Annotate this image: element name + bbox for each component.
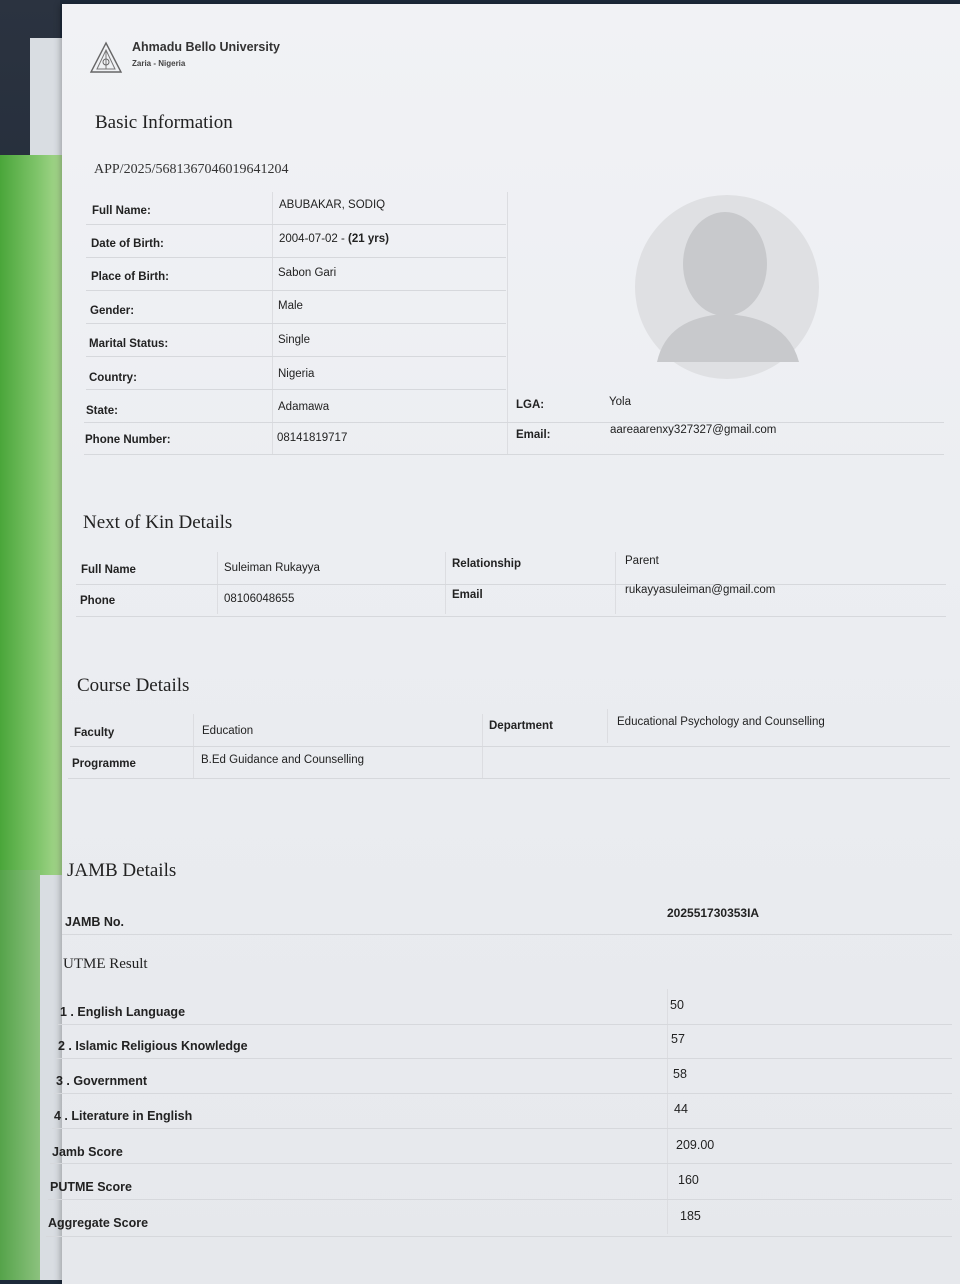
subject-score: 57 (671, 1032, 685, 1046)
phone-email-row (84, 422, 944, 455)
subject-label: 2 . Islamic Religious Knowledge (58, 1039, 248, 1053)
department-label: Department (489, 720, 553, 732)
kin-title: Next of Kin Details (83, 512, 233, 533)
basic-info-title: Basic Information (95, 112, 233, 133)
kin-relationship-label: Relationship (452, 558, 522, 570)
subject-row (58, 990, 952, 1025)
subject-label: 4 . Literature in English (54, 1109, 193, 1123)
putme-score-value: 160 (678, 1173, 699, 1187)
lga-value: Yola (609, 396, 631, 408)
pob-row (86, 258, 506, 291)
faculty-row (70, 714, 950, 747)
subject-row (52, 1094, 952, 1129)
putme-score-row (48, 1164, 952, 1200)
country-row (86, 357, 506, 390)
programme-label: Programme (72, 758, 136, 770)
profile-photo-placeholder-icon (627, 192, 827, 382)
jamb-no-value: 202551730353IA (667, 906, 760, 920)
kin-email-label: Email (452, 589, 483, 601)
full-name-label: Full Name: (92, 205, 151, 217)
subject-score: 50 (670, 998, 684, 1012)
phone-label: Phone Number: (85, 434, 171, 446)
email-value: aareaarenxy327327@gmail.com (610, 424, 777, 436)
application-number: APP/2025/5681367046019641204 (94, 162, 289, 177)
subject-score: 58 (673, 1067, 687, 1081)
kin-relationship-value: Parent (625, 555, 659, 567)
subject-label: 1 . English Language (60, 1005, 186, 1019)
subject-row (56, 1024, 952, 1059)
full-name-value: ABUBAKAR, SODIQ (279, 199, 386, 211)
programme-row (68, 746, 950, 779)
pob-label: Place of Birth: (91, 271, 169, 283)
state-row (84, 390, 944, 423)
country-label: Country: (89, 372, 137, 384)
kin-name-row (76, 552, 946, 585)
university-name: Ahmadu Bello University (132, 40, 280, 54)
kin-contact-row (76, 584, 946, 617)
utme-result-title: UTME Result (63, 956, 148, 972)
background-green-folder-lower (0, 870, 40, 1280)
jamb-score-row (50, 1129, 952, 1164)
full-name-row (86, 192, 506, 225)
subject-score: 44 (674, 1102, 688, 1116)
aggregate-score-row (46, 1200, 952, 1237)
background-green-folder (0, 155, 62, 875)
gender-value: Male (278, 300, 303, 312)
kin-phone-label: Phone (80, 595, 116, 607)
aggregate-score-value: 185 (680, 1209, 701, 1223)
gender-label: Gender: (90, 305, 135, 317)
faculty-value: Education (202, 725, 254, 737)
jamb-no-row (62, 900, 952, 935)
dob-row (86, 225, 506, 258)
course-title: Course Details (77, 675, 190, 696)
country-value: Nigeria (278, 368, 315, 380)
jamb-title: JAMB Details (67, 860, 177, 881)
jamb-score-label: Jamb Score (52, 1145, 123, 1159)
kin-name-label: Full Name (81, 564, 136, 576)
dob-value (279, 233, 389, 245)
pob-value: Sabon Gari (278, 267, 337, 279)
kin-phone-value: 08106048655 (224, 593, 295, 605)
phone-value: 08141819717 (277, 432, 348, 444)
subject-row (54, 1059, 952, 1094)
university-location: Zaria - Nigeria (132, 59, 186, 68)
kin-name-value: Suleiman Rukayya (224, 562, 320, 574)
jamb-score-value: 209.00 (676, 1138, 715, 1152)
marital-value: Single (278, 334, 310, 346)
faculty-label: Faculty (74, 727, 115, 739)
marital-label: Marital Status: (89, 338, 169, 350)
dob-date: 2004-07-02 - (279, 233, 349, 245)
marital-row (86, 324, 506, 357)
state-label: State: (86, 405, 118, 417)
gender-row (86, 291, 506, 324)
university-logo-icon (88, 40, 124, 76)
jamb-no-label: JAMB No. (65, 915, 125, 929)
aggregate-score-label: Aggregate Score (48, 1216, 149, 1230)
lga-label: LGA: (516, 399, 545, 411)
university-header (88, 40, 280, 76)
age-value: (21 yrs) (348, 233, 389, 245)
email-label: Email: (516, 429, 551, 441)
kin-email-value: rukayyasuleiman@gmail.com (625, 584, 776, 596)
state-value: Adamawa (278, 401, 330, 413)
putme-score-label: PUTME Score (50, 1180, 132, 1194)
subject-label: 3 . Government (56, 1074, 147, 1088)
programme-value: B.Ed Guidance and Counselling (201, 754, 365, 766)
department-value: Educational Psychology and Counselling (617, 716, 825, 728)
dob-label: Date of Birth: (91, 238, 164, 250)
admission-document (48, 4, 960, 1284)
